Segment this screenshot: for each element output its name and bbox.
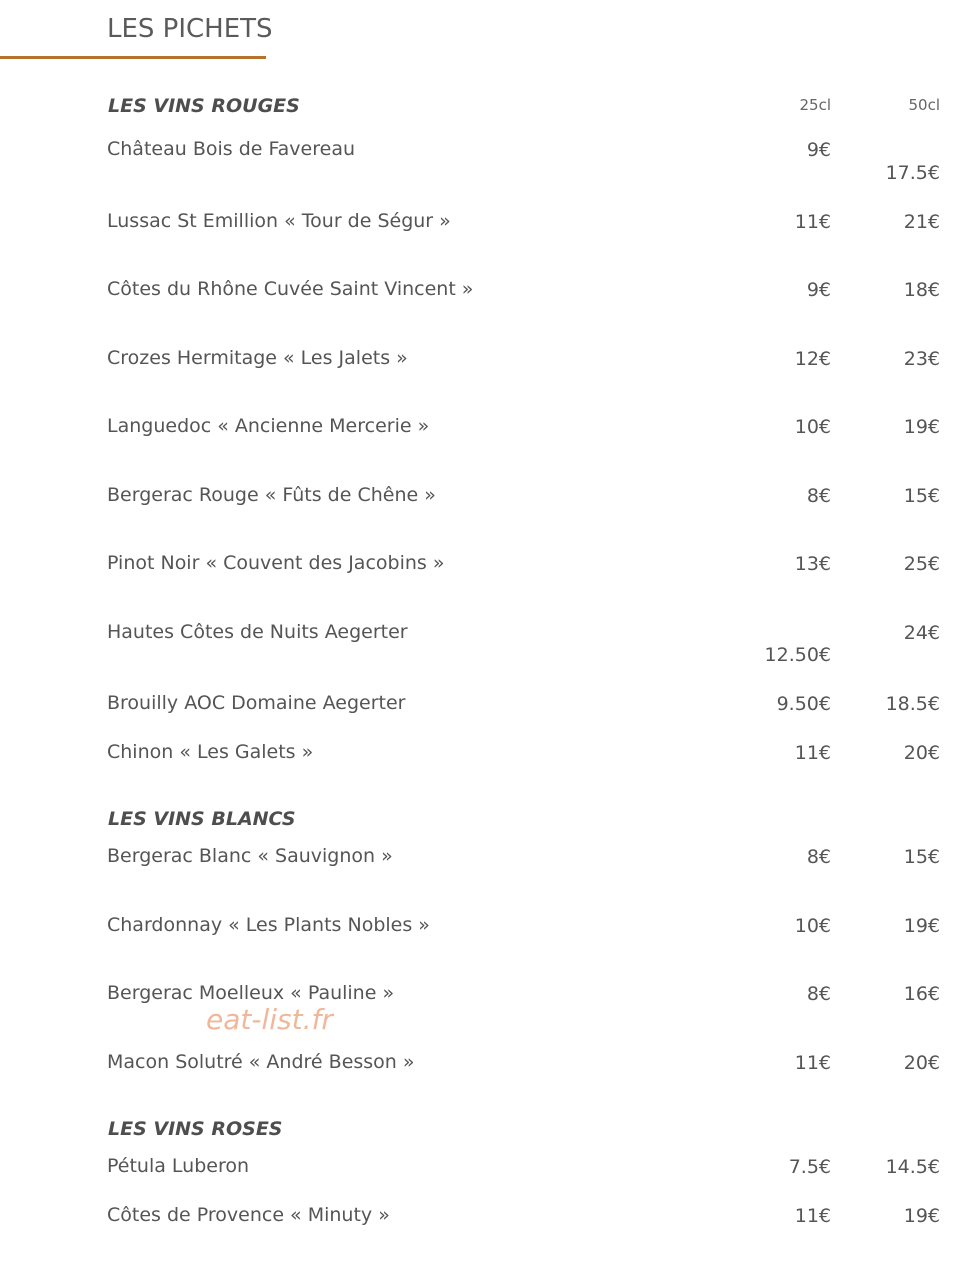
price-25cl: 8€	[806, 846, 831, 868]
price-50cl: 19€	[903, 416, 940, 438]
wine-name: Château Bois de Favereau	[107, 138, 356, 160]
price-50cl: 23€	[903, 348, 940, 370]
page-title: LES PICHETS	[107, 14, 273, 44]
section-heading-roses: LES VINS ROSES	[108, 1118, 283, 1140]
title-underline	[0, 56, 266, 59]
price-50cl: 14.5€	[885, 1156, 940, 1178]
price-25cl: 11€	[794, 742, 831, 764]
section-heading-rouges: LES VINS ROUGES	[108, 95, 300, 117]
price-25cl: 7.5€	[788, 1156, 831, 1178]
price-50cl: 21€	[903, 211, 940, 233]
price-50cl: 25€	[903, 553, 940, 575]
price-50cl: 16€	[903, 983, 940, 1005]
wine-name: Bergerac Blanc « Sauvignon »	[107, 845, 393, 867]
price-25cl: 9€	[806, 279, 831, 301]
price-25cl: 10€	[794, 416, 831, 438]
price-25cl: 11€	[794, 211, 831, 233]
wine-name: Bergerac Rouge « Fûts de Chêne »	[107, 484, 436, 506]
column-header-50cl: 50cl	[908, 96, 940, 114]
price-25cl: 8€	[806, 485, 831, 507]
wine-name: Côtes de Provence « Minuty »	[107, 1204, 390, 1226]
price-50cl: 20€	[903, 742, 940, 764]
price-50cl: 18€	[903, 279, 940, 301]
price-25cl: 12€	[794, 348, 831, 370]
price-25cl: 12.50€	[764, 644, 831, 666]
wine-name: Pétula Luberon	[107, 1155, 250, 1177]
price-25cl: 8€	[806, 983, 831, 1005]
price-25cl: 9€	[806, 139, 831, 161]
wine-name: Lussac St Emillion « Tour de Ségur »	[107, 210, 451, 232]
wine-name: Hautes Côtes de Nuits Aegerter	[107, 621, 408, 643]
column-header-25cl: 25cl	[799, 96, 831, 114]
price-50cl: 19€	[903, 915, 940, 937]
wine-name: Chinon « Les Galets »	[107, 741, 314, 763]
price-25cl: 11€	[794, 1052, 831, 1074]
wine-name: Languedoc « Ancienne Mercerie »	[107, 415, 430, 437]
price-50cl: 15€	[903, 846, 940, 868]
wine-name: Pinot Noir « Couvent des Jacobins »	[107, 552, 445, 574]
wine-name: Côtes du Rhône Cuvée Saint Vincent »	[107, 278, 474, 300]
price-50cl: 24€	[903, 622, 940, 644]
wine-name: Crozes Hermitage « Les Jalets »	[107, 347, 408, 369]
price-50cl: 19€	[903, 1205, 940, 1227]
wine-name: Brouilly AOC Domaine Aegerter	[107, 692, 406, 714]
price-50cl: 18.5€	[885, 693, 940, 715]
wine-name: Chardonnay « Les Plants Nobles »	[107, 914, 430, 936]
watermark: eat-list.fr	[206, 1003, 333, 1036]
price-50cl: 20€	[903, 1052, 940, 1074]
price-50cl: 15€	[903, 485, 940, 507]
price-50cl: 17.5€	[885, 162, 940, 184]
wine-name: Bergerac Moelleux « Pauline »	[107, 982, 395, 1004]
price-25cl: 13€	[794, 553, 831, 575]
price-25cl: 10€	[794, 915, 831, 937]
wine-name: Macon Solutré « André Besson »	[107, 1051, 415, 1073]
section-heading-blancs: LES VINS BLANCS	[108, 808, 296, 830]
price-25cl: 11€	[794, 1205, 831, 1227]
price-25cl: 9.50€	[776, 693, 831, 715]
